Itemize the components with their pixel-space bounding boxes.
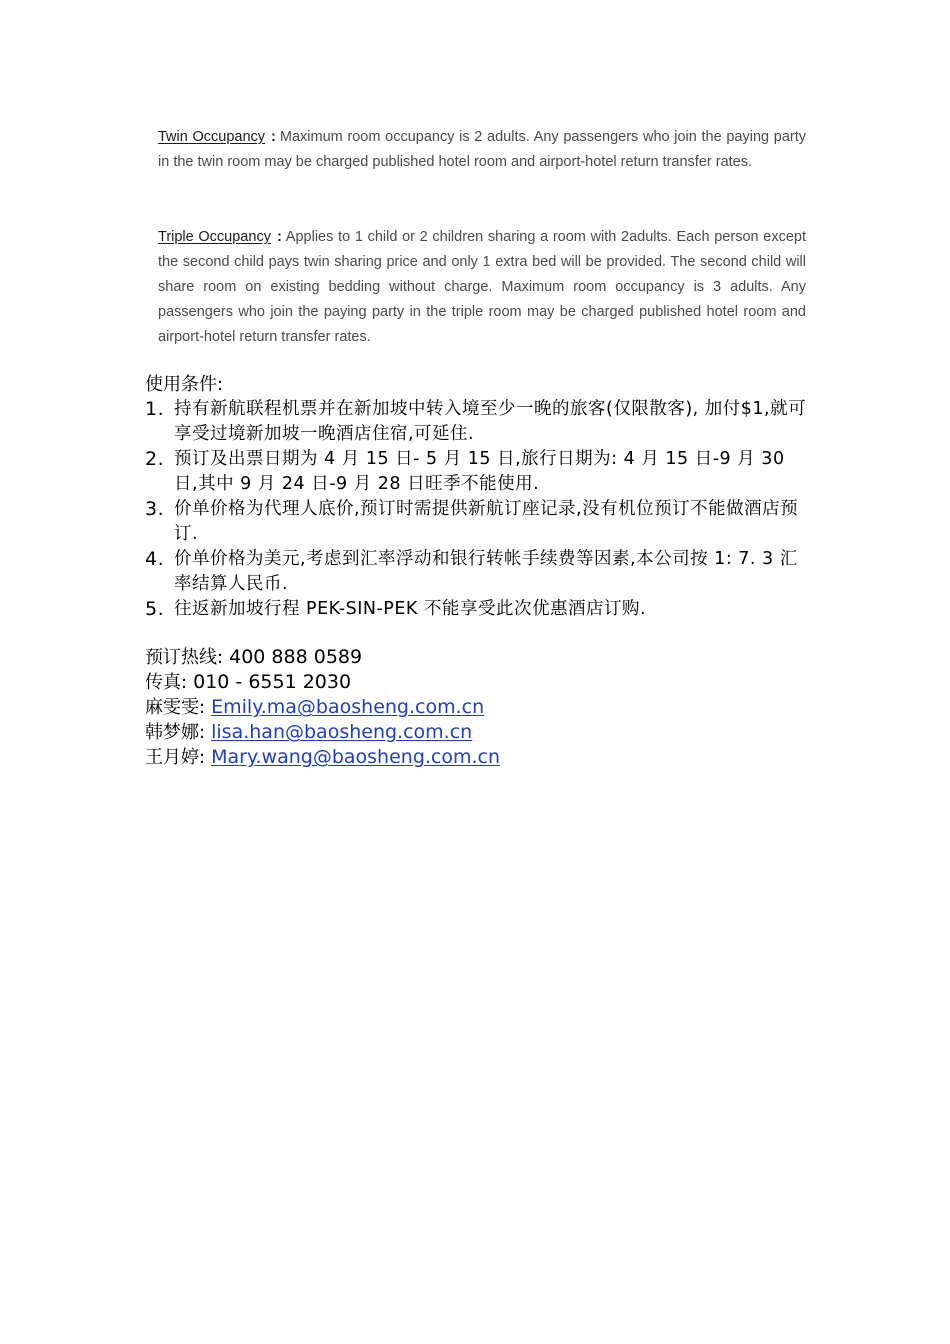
condition-text: 预订及出票日期为 4 月 15 日- 5 月 15 日,旅行日期为: 4 月 15 日-9 月 30 日,其中 9 月 24 日-9 月 28 日旺季不能使用. <box>174 449 785 494</box>
condition-text: 往返新加坡行程 PEK-SIN-PEK 不能享受此次优惠酒店订购. <box>174 599 647 619</box>
contact-person-row <box>145 745 500 770</box>
contact-email-link[interactable]: Emily.ma@baosheng.com.cn <box>211 696 485 718</box>
fax-row <box>145 670 500 695</box>
twin-occupancy-colon: : <box>271 129 276 145</box>
contact-name: 麻雯雯: <box>145 697 206 718</box>
condition-item-4 <box>145 547 810 597</box>
contact-person-row <box>145 695 500 720</box>
condition-item-2 <box>145 447 810 497</box>
condition-text: 价单价格为代理人底价,预订时需提供新航订座记录,没有机位预订不能做酒店预订. <box>174 499 799 544</box>
contact-person-row <box>145 720 500 745</box>
condition-number: 3. <box>145 498 165 520</box>
conditions-list <box>145 397 810 622</box>
twin-occupancy-term: Twin Occupancy <box>158 129 266 145</box>
hotline-row <box>145 645 500 670</box>
condition-text: 价单价格为美元,考虑到汇率浮动和银行转帐手续费等因素,本公司按 1: 7. 3 汇率结算人民币. <box>174 549 798 594</box>
contacts-block <box>145 645 500 770</box>
hotline-number: 400 888 0589 <box>229 646 363 668</box>
condition-text: 持有新航联程机票并在新加坡中转入境至少一晚的旅客(仅限散客), 加付$1,就可享受过境新加坡一晚酒店住宿,可延住. <box>174 399 807 444</box>
twin-occupancy-paragraph <box>158 125 806 175</box>
triple-occupancy-colon: : <box>276 229 282 245</box>
condition-number: 1. <box>145 398 165 420</box>
contact-email-link[interactable]: lisa.han@baosheng.com.cn <box>211 721 473 743</box>
triple-occupancy-term: Triple Occupancy <box>158 229 271 245</box>
condition-item-1 <box>145 397 810 447</box>
contact-email-link[interactable]: Mary.wang@baosheng.com.cn <box>211 746 501 768</box>
fax-number: 010 - 6551 2030 <box>193 671 352 693</box>
condition-item-5 <box>145 597 810 622</box>
triple-occupancy-paragraph <box>158 225 806 350</box>
contact-name: 王月婷: <box>145 747 206 768</box>
condition-number: 4. <box>145 548 165 570</box>
triple-occupancy-text: Applies to 1 child or 2 children sharing a room with 2adults. Each person except the second child pays twin sharing price and only 1 extra bed will be provided. The second child will share room on existing bedding without charge. Maximum room occupancy is 3 adults. Any passengers who join the paying party in the triple room may be charged published hotel room and airport-hotel return transfer rates. <box>158 229 806 345</box>
conditions-heading: 使用条件: <box>145 374 224 395</box>
twin-occupancy-text: Maximum room occupancy is 2 adults. Any passengers who join the paying party in the twin room may be charged published hotel room and airport-hotel return transfer rates. <box>158 129 806 170</box>
condition-number: 5. <box>145 598 165 620</box>
contact-name: 韩梦娜: <box>145 722 206 743</box>
hotline-label: 预订热线: <box>145 647 224 668</box>
condition-item-3 <box>145 497 810 547</box>
condition-number: 2. <box>145 448 165 470</box>
fax-label: 传真: <box>145 672 188 693</box>
